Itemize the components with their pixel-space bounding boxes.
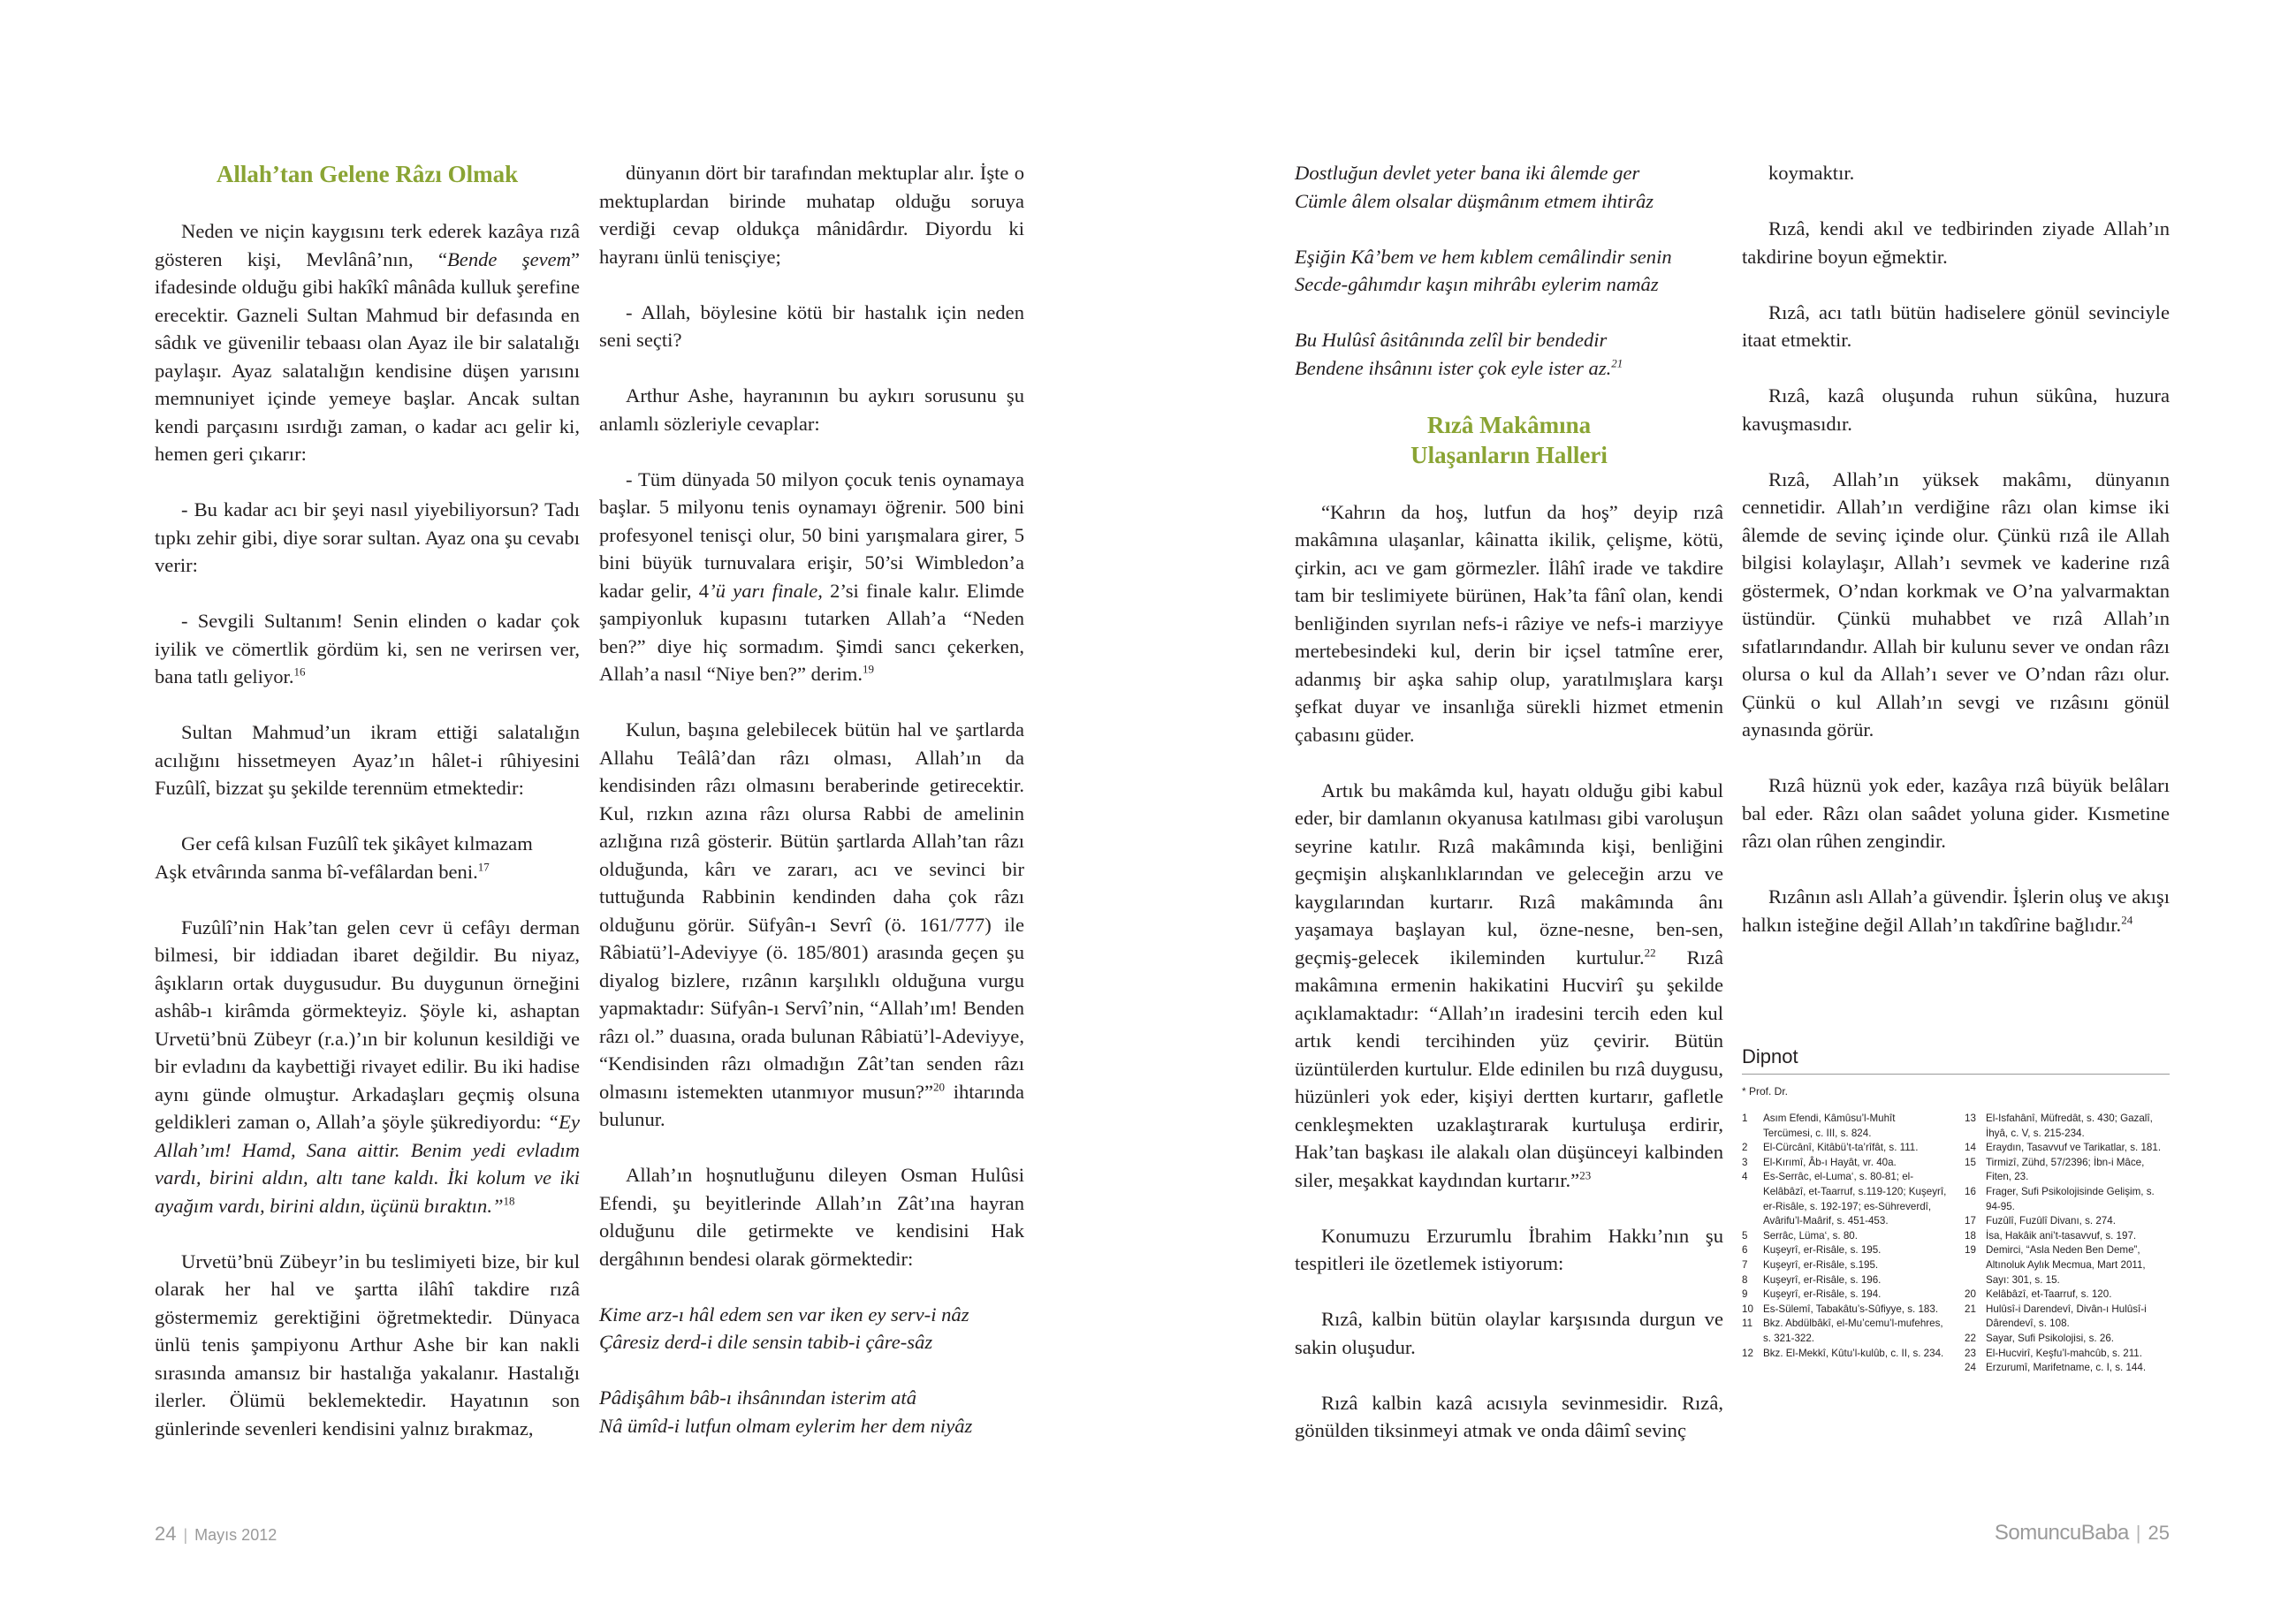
footnote-item xyxy=(1742,1288,1947,1303)
footnote-item xyxy=(1742,1303,1947,1318)
footnote-number: 9 xyxy=(1742,1288,1748,1301)
verse-line: Dostluğun devlet yeter bana iki âlemde ger xyxy=(1295,162,1640,184)
footnote-text: El-Cürcânî, Kitâbü’t-ta’rîfât, s. 111. xyxy=(1763,1142,1919,1154)
paragraph: Neden ve niçin kaygısını terk ederek kazâya rızâ gösteren kişi, Mevlânâ’nın, “Bende şevem” ifadesinde olduğu gibi hakîkî mânâda kulluk şerefine erecektir. Gazneli Sultan Mahmud bir defasında en sâdık ve güvenilir tebaası olan Ayaz ile bir salatalığı paylaşır. Ayaz salatalığın kendisine düşen yarısını memnuniyet içinde yemeye başlar. Ancak sultan kendi parçasını ısırdığı zaman, o kadar acı gelir ki, hemen geri çıkarır: xyxy=(155,220,581,465)
footnote-number: 13 xyxy=(1965,1113,1976,1124)
article-title: Allah’tan Gelene Râzı Olmak xyxy=(216,161,519,187)
footnote-item xyxy=(1742,1112,1947,1141)
footnotes xyxy=(1742,1045,2170,1376)
folio-divider: | xyxy=(2135,1522,2141,1544)
footnote-text: El-Isfahânî, Müfredât, s. 430; Gazalî, İhyâ, c. V, s. 215-234. xyxy=(1986,1113,2153,1139)
column-2-body xyxy=(599,159,1024,1272)
footnote-number: 15 xyxy=(1965,1156,1976,1168)
footnote-number: 22 xyxy=(1965,1332,1976,1344)
footnote-number: 19 xyxy=(1965,1244,1976,1257)
footnote-text: Fuzûlî, Fuzûlî Divanı, s. 274. xyxy=(1986,1215,2116,1227)
footnote-column-right xyxy=(1965,1112,2170,1376)
verse-couplet xyxy=(1295,159,1723,215)
column-2-verses xyxy=(599,1301,1024,1440)
footnote-item xyxy=(1742,1141,1947,1156)
left-page-column-2 xyxy=(599,159,1024,1468)
paragraph: Rızâ, kazâ oluşunda ruhun sükûna, huzura kavuşmasıdır. xyxy=(1742,384,2170,435)
paragraph: Rızâ, kalbin bütün olaylar karşısında durgun ve sakin oluşudur. xyxy=(1295,1308,1723,1358)
footnote-item xyxy=(1742,1347,1947,1362)
verse-line: Çâresiz derd-i dile sensin tabib-i çâre-sâz xyxy=(599,1331,933,1353)
footnote-number: 11 xyxy=(1742,1318,1753,1330)
section-title-line-1: Rızâ Makâmına xyxy=(1426,411,1592,438)
verse-line: Pâdişâhım bâb-ı ihsânından isterim atâ xyxy=(599,1386,916,1409)
paragraph: dünyanın dört bir tarafından mektuplar alır. İşte o mektuplardan birinde muhatap olduğu soruya verdiği cevap oldukça mânidârdır. Diyordu ki hayranı ünlü tenisçiye; xyxy=(599,162,1024,268)
right-page-column-3 xyxy=(1295,159,1723,1472)
paragraph: Artık bu makâmda kul, hayatı olduğu gibi kabul eder, bir damlanın okyanusa katılması gibi varoluşun seyrine katılır. Rızâ makâmında kişi, benliğini geçmişin alışkanlıklarından ve geleceğin arzu ve kaygılarından kurtarır. Rızâ makâmında ânı yaşamaya başlayan kul, özne-nesne, ben-sen, geçmiş-gelecek ikileminden kurtulur.$^{22}$ Rızâ makâmına ermenin hakikatini Hucvirî şu şekilde açıklamaktadır: “Allah’ın iradesini tercih eden kul artık kendi tercihinden yüz çevirir. Bütün üzüntülerden kurtulur. Elde edinilen bu rızâ duygusu, hüzünleri yok eder, kişiyi dertten kurtarır, gafletle cenkleşmekten uzaklaştırarak kurtuluşa erdirir, Hak’tan başkası ile alakalı olan düşünceyi kalbinden siler, meşakkat kaydından kurtarır.”$^{23}$ xyxy=(1295,779,1723,1191)
magazine-logo xyxy=(1995,1521,2129,1545)
footnote-item xyxy=(1742,1243,1947,1258)
footnote-text: Es-Serrâc, el-Luma‘, s. 80-81; el-Kelâbâzî, et-Taarruf, s.119-120; Kuşeyrî, er-Risâle, s. 192-197; es-Sühreverdî, Avârifu’l-Maârif, s. 451-453. xyxy=(1763,1171,1947,1227)
footnote-text: Tirmizî, Zühd, 57/2396; İbn-i Mâce, Fiten, 23. xyxy=(1986,1156,2145,1183)
right-folio xyxy=(1995,1521,2170,1546)
paragraph: koymaktır. xyxy=(1768,162,1855,184)
paragraph: Kulun, başına gelebilecek bütün hal ve şartlarda Allahu Teâlâ’dan râzı olması, Allah’ın da kendisinden râzı olmasını beraberinde getirecektir. Kul, rızkın azına râzı olursa Rabbi de amelinin azlığına rızâ gösterir. Bütün şartlarda Allah’tan râzı olduğunda, kârı ve zararı, acı ve sevinci bir tuttuğunda Rabbinin kendinden daha çok râzı olduğunu görür. Süfyân-ı Sevrî (ö. 161/777) ile Râbiatü’l-Adeviyye (ö. 185/801) arasında geçen şu diyalog bizlere, rızânın karşılıklı olduğuna vurgu yapmaktadır: Süfyân-ı Servî’nin, “Allah’ım! Benden râzı ol.” duasına, orada bulunan Râbiatü’l-Adeviyye, “Kendisinden râzı olmadığın Zât’tan senden râzı olmasını istemekten utanmıyor musun?”$^{20}$ ihtarında bulunur. xyxy=(599,718,1025,1130)
footnote-item xyxy=(1965,1243,2170,1288)
verse-couplet xyxy=(599,1301,1024,1356)
paragraph: Allah’ın hoşnutluğunu dileyen Osman Hulûsi Efendi, şu beyitlerinde Allah’ın Zât’ına hayran olduğunu dile getirmekte ve kendisini Hak dergâhının bendesi olarak görmektedir: xyxy=(599,1164,1024,1270)
footnote-item xyxy=(1742,1273,1947,1288)
footnote-number: 20 xyxy=(1965,1288,1976,1301)
footnote-item xyxy=(1742,1317,1947,1346)
footnote-number: 12 xyxy=(1742,1347,1753,1359)
paragraph: - Allah, böylesine kötü bir hastalık için neden seni seçti? xyxy=(599,300,1024,351)
footnote-text: Serrâc, Lüma‘, s. 80. xyxy=(1763,1229,1858,1242)
footnote-number: 2 xyxy=(1742,1142,1748,1154)
verse-couplet xyxy=(1295,326,1723,382)
footnote-text: Kuşeyrî, er-Risâle, s. 195. xyxy=(1763,1244,1882,1257)
footnote-text: Es-Sülemî, Tabakâtu’s-Sûfiyye, s. 183. xyxy=(1763,1303,1939,1315)
brand-part-2: Baba xyxy=(2080,1521,2129,1545)
footnote-item xyxy=(1742,1170,1947,1228)
footnote-item xyxy=(1742,1258,1947,1273)
paragraph: Urvetü’bnü Zübeyr’in bu teslimiyeti bize, bir kul olarak her hal ve şartta ilâhî takdire rızâ göstermemiz gerektiğini öğretmektedir. Dünyaca ünlü tenis şampiyonu Arthur Ashe bir kan nakli sırasında amansız bir hastalığa yakalanır. Hastalığı ilerler. Ölümü beklemektedir. Hayatının son günlerinde sevenleri kendisini yalnız bırakmaz, xyxy=(155,1250,580,1439)
column-3-body xyxy=(1295,498,1723,1445)
paragraph: Konumuzu Erzurumlu İbrahim Hakkı’nın şu tespitleri ile özetlemek istiyorum: xyxy=(1295,1224,1723,1274)
issue-date: Mayıs 2012 xyxy=(194,1526,277,1544)
footnote-text: Demirci, “Asla Neden Ben Deme”, Altınoluk Aylık Mecmua, Mart 2011, Sayı: 301, s. 15. xyxy=(1986,1244,2146,1286)
author-note: * Prof. Dr. xyxy=(1742,1085,1789,1098)
footnote-item xyxy=(1742,1156,1947,1171)
footnote-number: 5 xyxy=(1742,1229,1748,1242)
footnote-text: İsa, Hakâik ani’t-tasavvuf, s. 197. xyxy=(1986,1229,2137,1242)
left-page-column-1 xyxy=(155,159,580,1470)
footnotes-heading: Dipnot xyxy=(1742,1045,2170,1075)
section-title-line-2: Ulaşanların Halleri xyxy=(1410,441,1608,468)
footnote-item xyxy=(1965,1185,2170,1214)
paragraph: Rızâ, acı tatlı bütün hadiselere gönül sevinciyle itaat etmektir. xyxy=(1742,300,2170,351)
footnote-item xyxy=(1965,1303,2170,1332)
paragraph: - Bu kadar acı bir şeyi nasıl yiyebiliyorsun? Tadı tıpkı zehir gibi, diye sorar sultan. Ayaz ona şu cevabı verir: xyxy=(155,498,580,576)
footnote-number: 3 xyxy=(1742,1156,1748,1168)
footnote-text: Asım Efendi, Kâmûsu’l-Muhît Tercümesi, c. III, s. 824. xyxy=(1763,1113,1896,1139)
verse-line: Eşiğin Kâ’bem ve hem kıblem cemâlindir senin xyxy=(1295,245,1672,268)
footnote-number: 14 xyxy=(1965,1142,1976,1154)
footnote-text: Kuşeyrî, er-Risâle, s. 196. xyxy=(1763,1273,1882,1286)
footnote-number: 17 xyxy=(1965,1215,1976,1227)
footnote-column-left xyxy=(1742,1112,1947,1376)
paragraph: Ger cefâ kılsan Fuzûlî tek şikâyet kılmazam Aşk etvârında sanma bî-vefâlardan beni.$^{17}$ xyxy=(155,832,533,883)
footnote-item xyxy=(1965,1112,2170,1141)
folio-divider: | xyxy=(183,1526,188,1544)
footnote-item xyxy=(1965,1141,2170,1156)
footnote-item xyxy=(1965,1156,2170,1185)
verse-line: Secde-gâhımdır kaşın mihrâbı eylerim namâz xyxy=(1295,273,1659,295)
footnote-text: Bkz. El-Mekkî, Kûtu’l-kulûb, c. II, s. 234. xyxy=(1763,1347,1944,1359)
footnote-number: 4 xyxy=(1742,1171,1748,1183)
paragraph: Sultan Mahmud’un ikram ettiği salatalığın acılığını hissetmeyen Ayaz’ın hâlet-i rûhiyesini Fuzûlî, bizzat şu şekilde terennüm etmektedir: xyxy=(155,721,580,799)
footnote-item xyxy=(1965,1229,2170,1244)
footnote-columns xyxy=(1742,1112,2170,1376)
column-1-body xyxy=(155,217,580,1442)
footnote-number: 24 xyxy=(1965,1362,1976,1374)
right-page-column-4 xyxy=(1742,159,2170,967)
paragraph: - Sevgili Sultanım! Senin elinden o kadar çok iyilik ve cömertlik gördüm ki, sen ne verirsen ver, bana tatlı geliyor.$^{16}$ xyxy=(155,610,580,687)
footnote-text: Erzurumî, Marifetname, c. I, s. 144. xyxy=(1986,1362,2147,1374)
section-title xyxy=(1295,410,1723,470)
footnote-number: 16 xyxy=(1965,1185,1976,1197)
footnote-item xyxy=(1742,1229,1947,1244)
paragraph: - Tüm dünyada 50 milyon çocuk tenis oynamaya başlar. 5 milyonu tenis oynamayı öğrenir. 500 bini profesyonel tenisçi olur, 50 bini yarışmalara girer, 5 bini büyük turnuvalara erişir, 50’si Wimbledon’a kadar gelir, 4’ü yarı finale, 2’si finale kalır. Elimde şampiyonluk kupasını tutarken Allah’a “Neden ben?” diye hiç sormadım. Şimdi sancı çekerken, Allah’a nasıl “Niye ben?” derim.$^{19}$ xyxy=(599,467,1024,685)
column-4-body xyxy=(1742,159,2170,938)
verse-line: Bendene ihsânını ister çok eyle ister az.$^{21}$ xyxy=(1295,355,1623,379)
paragraph: Arthur Ashe, hayranının bu aykırı sorusunu şu anlamlı sözleriyle cevaplar: xyxy=(599,384,1024,435)
left-folio xyxy=(155,1523,277,1546)
footnote-number: 18 xyxy=(1965,1229,1976,1242)
footnote-text: Eraydın, Tasavvuf ve Tarikatlar, s. 181. xyxy=(1986,1142,2162,1154)
paragraph: Rızâ hüznü yok eder, kazâya rızâ büyük belâları bal eder. Râzı olan saâdet yoluna gider. Kısmetine râzı olan rûhen zengindir. xyxy=(1742,774,2170,852)
page-number-right: 25 xyxy=(2148,1522,2170,1544)
footnote-item xyxy=(1965,1347,2170,1362)
verse-line: Nâ ümîd-i lutfun olmam eylerim her dem niyâz xyxy=(599,1414,973,1437)
footnote-number: 10 xyxy=(1742,1303,1753,1315)
paragraph: Rızânın aslı Allah’a güvendir. İşlerin oluş ve akışı halkın isteğine değil Allah’ın takdîrine bağlıdır.$^{24}$ xyxy=(1742,885,2170,936)
footnote-text: Kelâbâzî, et-Taarruf, s. 120. xyxy=(1986,1288,2112,1301)
footnote-text: Kuşeyrî, er-Risâle, s. 194. xyxy=(1763,1288,1882,1301)
footnote-number: 1 xyxy=(1742,1113,1748,1124)
footnote-number: 8 xyxy=(1742,1273,1748,1286)
footnote-text: Sayar, Sufi Psikolojisi, s. 26. xyxy=(1986,1332,2114,1344)
footnote-text: El-Kırımî, Âb-ı Hayât, vr. 40a. xyxy=(1763,1156,1897,1168)
footnote-item xyxy=(1965,1332,2170,1347)
paragraph: Rızâ, Allah’ın yüksek makâmı, dünyanın cennetidir. Allah’ın verdiğine râzı olan kimse iki âlemde de sevinç içinde olur. Çünkü rızâ ile Allah bilgisi kolaylaşır, Allah’ı sevmek ve kaderine rızâ göstermek, O’ndan korkmak ve O’na yalvarmaktan üstündür. Çünkü muhabbet ve rızâ Allah’ın sıfatlarındandır. Allah bir kulunu sever ve ondan râzı olursa o kul da Allah’ı sever ve O’ndan râzı olur. Çünkü o kul Allah’ın sevgi ve rızâsını gönül aynasında görür. xyxy=(1742,467,2170,741)
verse-couplet xyxy=(1295,243,1723,299)
paragraph: Rızâ, kendi akıl ve tedbirinden ziyade Allah’ın takdirine boyun eğmektir. xyxy=(1742,217,2170,268)
footnote-text: Kuşeyrî, er-Risâle, s.195. xyxy=(1763,1258,1879,1271)
paragraph: Rızâ kalbin kazâ acısıyla sevinmesidir. Rızâ, gönülden tiksinmeyi atmak ve onda dâimî sevinç xyxy=(1295,1391,1723,1441)
footnote-text: El-Hucvirî, Keşfu’l-mahcûb, s. 211. xyxy=(1986,1347,2142,1359)
footnote-text: Hulûsî-i Darendevî, Divân-ı Hulûsî-i Dârendevî, s. 108. xyxy=(1986,1303,2147,1330)
column-3-verses xyxy=(1295,159,1723,382)
footnote-number: 21 xyxy=(1965,1303,1976,1315)
verse-line: Bu Hulûsî âsitânında zelîl bir bendedir xyxy=(1295,329,1608,351)
page-number-left: 24 xyxy=(155,1523,177,1545)
footnote-item xyxy=(1965,1361,2170,1376)
footnote-text: Bkz. Abdülbâkî, el-Mu’cemu’l-mufehres, s. 321-322. xyxy=(1763,1318,1943,1344)
footnote-item xyxy=(1965,1214,2170,1229)
footnote-number: 6 xyxy=(1742,1244,1748,1257)
verse-couplet xyxy=(599,1384,1024,1439)
paragraph: “Kahrın da hoş, lutfun da hoş” deyip rızâ makâmına ulaşanlar, kâinatta ikilik, çelişme, kötü, çirkin, acı ve gam görmezler. İlâhî irade ve takdire tam bir teslimiyete bürünen, Hak’ta fânî olan, kendi benliğinden sıyrılan nefs-i râziye ve nefs-i marziyye mertebesindeki kul, derin bir içsel tatmîne erer, adanmış bir aşka sahip olup, yaratılmışlara karşı şefkat duyar ve insanlığa sürekli hizmet etmenin çabasını güder. xyxy=(1295,500,1723,746)
footnote-text: Frager, Sufi Psikolojisinde Gelişim, s. 94-95. xyxy=(1986,1185,2155,1212)
footnote-item xyxy=(1965,1288,2170,1303)
footnote-number: 7 xyxy=(1742,1258,1748,1271)
brand-part-1: Somuncu xyxy=(1994,1521,2081,1545)
paragraph: Fuzûlî’nin Hak’tan gelen cevr ü cefâyı derman bilmesi, bir iddiadan ibaret değildir. Bu niyaz, âşıkların ortak duygusudur. Bu duygunun örneğini ashâb-ı kirâmda görmekteyiz. Şöyle ki, ashaptan Urvetü’bnü Zübeyr (r.a.)’ın bir kolunun kesildiği ve bir evladını da kaybettiği rivayet edilir. Bu iki hadise aynı günde olmuştur. Arkadaşları geçmiş olsuna geldikleri zaman o, Allah’a şöyle şükrediyordu: “Ey Allah’ım! Hamd, Sana aittir. Benim yedi evladım vardı, birini aldın, altı tane kaldı. İki kolum ve iki ayağım vardı, birini aldın, üçünü bıraktın.”$^{18}$ xyxy=(155,915,580,1217)
verse-line: Cümle âlem olsalar düşmânım etmem ihtirâz xyxy=(1295,189,1654,212)
verse-line: Kime arz-ı hâl edem sen var iken ey serv-i nâz xyxy=(599,1303,969,1326)
footnote-number: 23 xyxy=(1965,1347,1976,1359)
